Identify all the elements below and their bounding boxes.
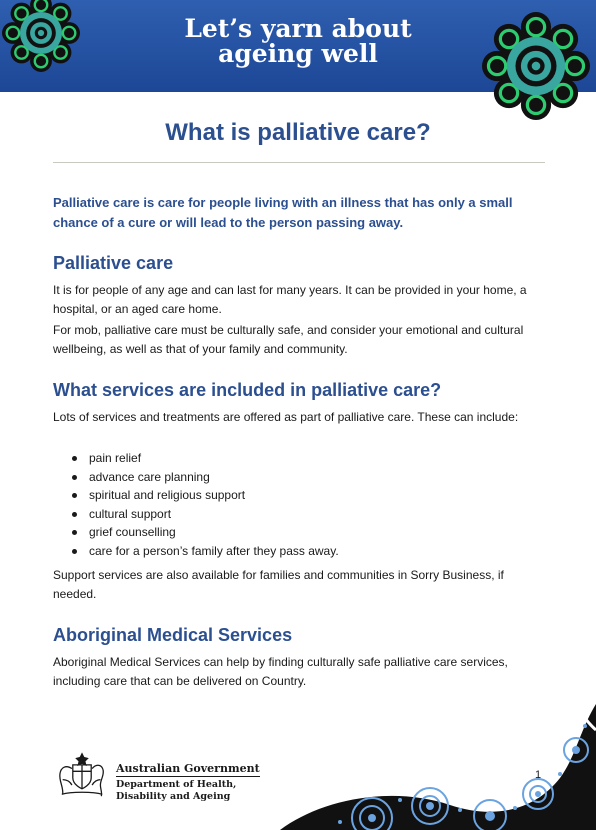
page-number: 1	[535, 769, 542, 781]
department-line2: Disability and Ageing	[116, 791, 231, 802]
flower-motif-icon	[2, 0, 80, 72]
section-heading-services: What services are included in palliative care?	[53, 380, 442, 400]
section-paragraph: Lots of services and treatments are offered as part of palliative care. These can include:	[53, 410, 519, 424]
section-paragraph: For mob, palliative care must be culturally safe, and consider your emotional and cultural wellbeing, as well as that of your family and community.	[53, 323, 524, 356]
coat-of-arms-icon	[54, 752, 110, 798]
department-name	[116, 779, 236, 803]
banner-title-line1: Let’s yarn about	[184, 14, 412, 43]
section-heading-palliative-care: Palliative care	[53, 253, 174, 273]
government-logo	[54, 748, 260, 808]
services-list	[53, 449, 339, 561]
section-paragraph: Support services are also available for families and communities in Sorry Business, if needed.	[53, 568, 504, 601]
list-item: grief counselling	[53, 523, 339, 542]
title-divider	[53, 162, 545, 163]
page-title: What is palliative care?	[165, 119, 431, 146]
government-name: Australian Government	[116, 762, 260, 775]
list-item: advance care planning	[53, 468, 339, 487]
intro-lead: Palliative care is care for people living with an illness that has only a small chance of a cure or will lead to the person passing away.	[53, 195, 513, 230]
section-heading-aboriginal-medical-services: Aboriginal Medical Services	[53, 625, 293, 645]
banner-title-line2: ageing well	[218, 39, 378, 68]
department-line1: Department of Health,	[116, 779, 237, 790]
list-item: spiritual and religious support	[53, 486, 339, 505]
list-item: care for a person’s family after they pass away.	[53, 542, 339, 561]
section-paragraph: It is for people of any age and can last for many years. It can be provided in your home, a hospital, or an aged care home.	[53, 283, 527, 316]
list-item: pain relief	[53, 449, 339, 468]
list-item: cultural support	[53, 505, 339, 524]
dot-art-decoration-icon	[280, 690, 596, 830]
section-paragraph: Aboriginal Medical Services can help by finding culturally safe palliative care services, including care that can be delivered on Country.	[53, 655, 508, 688]
flower-motif-icon	[482, 12, 590, 120]
